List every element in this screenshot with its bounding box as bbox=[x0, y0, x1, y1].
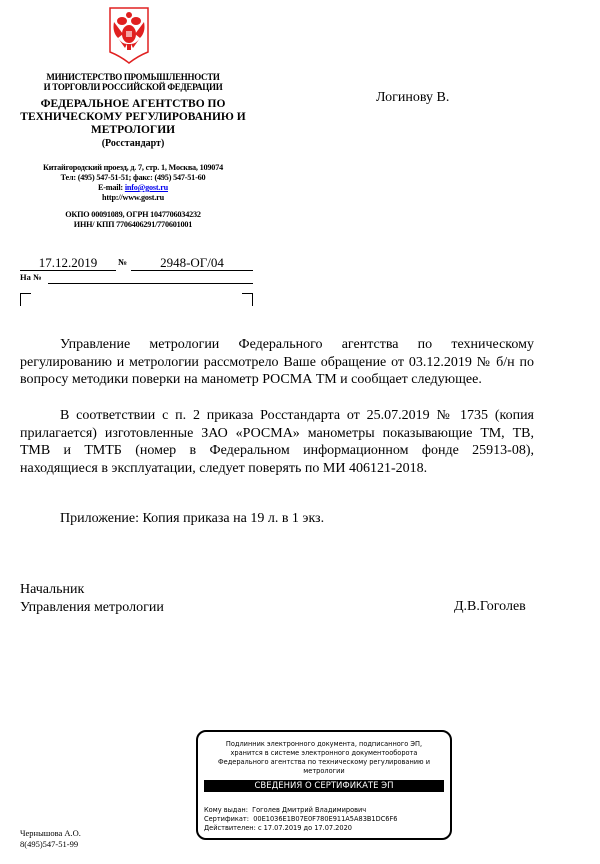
validity-row bbox=[204, 824, 397, 833]
issued-to-label: Кому выдан: bbox=[204, 806, 248, 814]
position-line-1: Начальник bbox=[20, 582, 85, 597]
stamp-note bbox=[204, 740, 444, 776]
bracket-right bbox=[242, 293, 253, 306]
agency-line-1: ФЕДЕРАЛЬНОЕ АГЕНТСТВО ПО bbox=[40, 98, 226, 110]
outgoing-number: 2948-ОГ/04 bbox=[131, 255, 253, 271]
bracket-left bbox=[20, 293, 31, 306]
body-paragraph-1: Управление метрологии Федерального агентства по техническому регулированию и метрологии рассмотрело Ваше обращение от 03.12.2019 № б/н по вопросу методики поверки на манометр РОСМА ТМ и сообщает следующее. bbox=[20, 337, 534, 387]
signatory-name: Д.В.Гоголев bbox=[454, 599, 526, 614]
recipient: Логинову В. bbox=[376, 90, 450, 105]
reply-to-number bbox=[48, 271, 253, 284]
stamp-note-line-4: метрологии bbox=[303, 767, 345, 775]
outgoing-date: 17.12.2019 bbox=[20, 255, 116, 271]
validity-value: с 17.07.2019 до 17.07.2020 bbox=[257, 824, 352, 832]
executor-info bbox=[20, 828, 81, 850]
executor-phone: 8(495)547-51-99 bbox=[20, 839, 79, 849]
agency-short-name: (Росстандарт) bbox=[101, 138, 165, 149]
agency-line-3: МЕТРОЛОГИИ bbox=[90, 124, 176, 136]
certificate-label: Сертификат: bbox=[204, 815, 249, 823]
okpo-ogrn: ОКПО 00091089, ОГРН 1047706034232 bbox=[65, 210, 201, 219]
stamp-certificate-info bbox=[204, 806, 397, 833]
stamp-note-line-3: Федерального агентства по техническому регулированию и bbox=[217, 758, 430, 766]
agency-name bbox=[10, 98, 256, 137]
executor-name: Чернышова А.О. bbox=[20, 828, 81, 838]
stamp-note-line-1: Подлинник электронного документа, подписанного ЭП, bbox=[225, 740, 423, 748]
inn-kpp: ИНН/ КПП 7706406291/770601001 bbox=[73, 220, 193, 229]
contact-block bbox=[10, 163, 256, 203]
position-line-2: Управления метрологии bbox=[20, 599, 164, 615]
phone-fax: Тел: (495) 547-51-51; факс: (495) 547-51-60 bbox=[60, 173, 206, 182]
number-label: № bbox=[118, 257, 128, 267]
body-paragraph-2: В соответствии с п. 2 приказа Росстандарта от 25.07.2019 № 1735 (копия прилагается) изготовленные ЗАО «РОСМА» манометры показывающие ТМ, ТВ, ТМВ и ТМТБ (номер в Федеральном информационном фонде 25913-08), находящиеся в эксплуатации, следует поверять по МИ 406121-2018. bbox=[20, 408, 534, 476]
issued-to-row bbox=[204, 806, 397, 815]
email-line bbox=[10, 183, 256, 193]
attachment-note: Приложение: Копия приказа на 19 л. в 1 экз. bbox=[60, 511, 325, 526]
coat-of-arms-emblem bbox=[108, 6, 150, 64]
reply-to-label: На № bbox=[20, 272, 42, 282]
ministry-name bbox=[10, 72, 256, 92]
email-link[interactable]: info@gost.ru bbox=[124, 183, 169, 192]
registration-codes bbox=[10, 210, 256, 230]
certificate-value: 00E1036E1B07E0F780E911A5A83B1DC6F6 bbox=[253, 815, 398, 823]
ministry-line-1: МИНИСТЕРСТВО ПРОМЫШЛЕННОСТИ bbox=[46, 72, 220, 82]
email-label: E-mail: bbox=[97, 183, 125, 192]
issued-to-value: Гоголев Дмитрий Владимирович bbox=[252, 806, 367, 814]
certificate-row bbox=[204, 815, 397, 824]
validity-label: Действителен: bbox=[204, 824, 256, 832]
e-signature-stamp bbox=[196, 730, 452, 840]
stamp-header: СВЕДЕНИЯ О СЕРТИФИКАТЕ ЭП bbox=[204, 780, 444, 792]
website: http://www.gost.ru bbox=[102, 193, 164, 202]
agency-line-2: ТЕХНИЧЕСКОМУ РЕГУЛИРОВАНИЮ И bbox=[20, 111, 246, 123]
stamp-note-line-2: хранится в системе электронного документооборота bbox=[230, 749, 418, 757]
address: Китайгородский проезд, д. 7, стр. 1, Москва, 109074 bbox=[42, 163, 223, 172]
ministry-line-2: И ТОРГОВЛИ РОССИЙСКОЙ ФЕДЕРАЦИИ bbox=[43, 82, 223, 92]
